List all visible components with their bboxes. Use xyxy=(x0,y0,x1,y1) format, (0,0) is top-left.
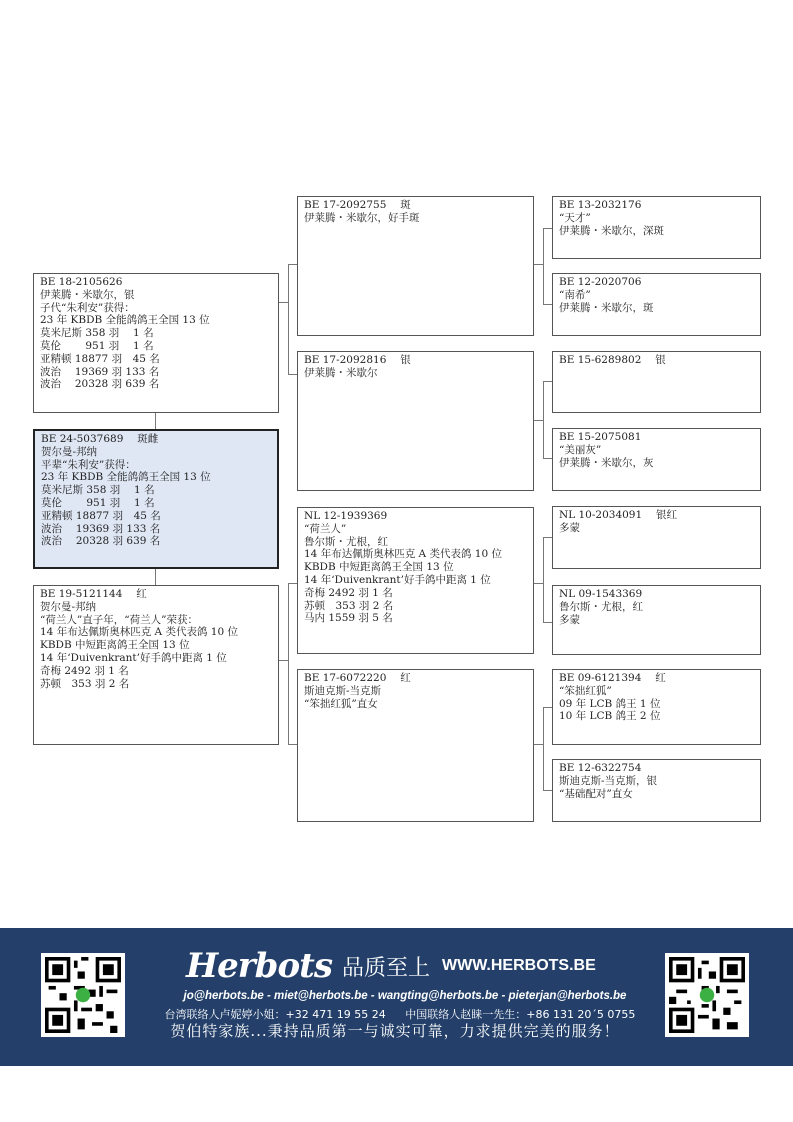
footer-emails[interactable]: jo@herbots.be - miet@herbots.be - wangting@herbots.be - pieterjan@herbots.be xyxy=(183,990,627,1002)
pedigree-line: 多蒙 xyxy=(559,521,580,534)
pedigree-line: 14 年布达佩斯奥林匹克 A 类代表鸽 10 位 xyxy=(304,548,502,561)
pedigree-line: 伊莱腾・米歇尔，斑 xyxy=(559,301,654,314)
dam-dam-card xyxy=(297,669,534,822)
pedigree-line: BE 09-6121394 红 xyxy=(559,672,666,684)
connector-g3-1 xyxy=(533,264,543,265)
connector-g3-4v xyxy=(543,707,544,790)
herbots-logo: Herbots xyxy=(186,946,332,986)
pedigree-line: 莫米尼斯 358 羽 1 名 xyxy=(41,484,155,497)
pedigree-line: “笨拙红狐”直女 xyxy=(304,697,378,710)
pedigree-line: 贺尔曼-邦纳 xyxy=(41,445,98,458)
pedigree-line: KBDB 中短距离鸽王全国 13 位 xyxy=(40,639,190,652)
ggp-card-4 xyxy=(552,428,761,491)
connector-g3-4 xyxy=(533,744,543,745)
connector-dam-gen2-vertical xyxy=(288,583,289,744)
pedigree-line: “天才” xyxy=(559,211,591,224)
pedigree-line: 波治 19369 羽 133 名 xyxy=(40,365,160,378)
pedigree-line: “荷兰人”直子年，“荷兰人”荣获： xyxy=(40,613,198,626)
pedigree-line: 14 年布达佩斯奥林匹克 A 类代表鸽 10 位 xyxy=(40,626,238,639)
pedigree-line: 14 年‘Duivenkrant’好手鸽中距离 1 位 xyxy=(40,651,227,664)
pedigree-line: 莫伦 951 羽 1 名 xyxy=(40,339,154,352)
ggp-card-1 xyxy=(552,196,761,259)
pedigree-line: 贺尔曼-邦纳 xyxy=(40,600,97,613)
connector-sire-subject xyxy=(155,412,156,429)
pedigree-line: BE 17-2092755 斑 xyxy=(304,199,411,211)
pedigree-line: 伊莱腾・米歇尔，银 xyxy=(40,288,135,301)
connector-g3-3v xyxy=(543,537,544,622)
sire-sire-card xyxy=(297,196,534,336)
ggp-card-3 xyxy=(552,351,761,413)
pedigree-line: 奇梅 2492 羽 1 名 xyxy=(40,664,129,677)
sire-card xyxy=(33,273,279,413)
pedigree-line: “基础配对”直女 xyxy=(559,787,633,800)
ggp-card-6 xyxy=(552,585,761,655)
pedigree-line: 斯迪克斯-当克斯，银 xyxy=(559,774,658,787)
ggp-card-2 xyxy=(552,273,761,336)
ggp-card-8 xyxy=(552,759,761,822)
pedigree-line: 伊莱腾・米歇尔，好手斑 xyxy=(304,211,420,224)
connector-g3-2v xyxy=(543,381,544,458)
pedigree-line: BE 17-6072220 红 xyxy=(304,672,411,684)
pedigree-line: BE 13-2032176 xyxy=(559,199,642,211)
pedigree-line: 子代“朱利安”获得： xyxy=(40,301,135,314)
pedigree-line: BE 24-5037689 斑雌 xyxy=(41,433,159,445)
connector-dam-gen2 xyxy=(278,660,288,661)
footer-slogan: 品质至上 xyxy=(341,955,430,981)
pedigree-line: 奇梅 2492 羽 1 名 xyxy=(304,586,393,599)
pedigree-line: “荷兰人” xyxy=(304,522,347,535)
pedigree-line: 鲁尔斯・尤根，红 xyxy=(559,600,643,613)
pedigree-line: BE 19-5121144 红 xyxy=(40,588,147,600)
connector-sire-gen2 xyxy=(278,302,288,303)
dam-sire-card xyxy=(297,507,534,654)
pedigree-line: 苏顿 353 羽 2 名 xyxy=(304,599,394,612)
pedigree-line: 23 年 KBDB 全能鸽鸽王全国 13 位 xyxy=(41,471,211,484)
connector-g3-3 xyxy=(533,583,543,584)
footer-tagline: 贺伯特家族...秉持品质第一与诚实可靠，力求提供完美的服务！ xyxy=(170,1022,620,1040)
connector-g3-1v xyxy=(543,228,544,304)
pedigree-line: 莫伦 951 羽 1 名 xyxy=(41,496,155,509)
pedigree-line: KBDB 中短距离鸽王全国 13 位 xyxy=(304,561,454,574)
pedigree-line: 09 年 LCB 鸽王 1 位 xyxy=(559,697,661,710)
dam-card xyxy=(33,585,279,745)
pedigree-line: 多蒙 xyxy=(559,613,580,626)
pedigree-line: 平辈“朱利安”获得： xyxy=(41,458,136,471)
pedigree-line: 亚精顿 18877 羽 45 名 xyxy=(41,509,161,522)
pedigree-line: BE 17-2092816 银 xyxy=(304,354,411,366)
ggp-card-7 xyxy=(552,669,761,745)
pedigree-line: “笨拙红狐” xyxy=(559,684,612,697)
pedigree-line: BE 15-2075081 xyxy=(559,431,642,443)
pedigree-line: 波治 20328 羽 639 名 xyxy=(41,535,161,548)
pedigree-line: BE 15-6289802 银 xyxy=(559,354,666,366)
pedigree-line: 波治 20328 羽 639 名 xyxy=(40,378,160,391)
sire-dam-card xyxy=(297,351,534,491)
pedigree-line: 10 年 LCB 鸽王 2 位 xyxy=(559,710,661,723)
pedigree-line: BE 12-2020706 xyxy=(559,276,642,288)
pedigree-line: 斯迪克斯-当克斯 xyxy=(304,684,382,697)
ggp-card-5 xyxy=(552,506,761,569)
footer-brand-row xyxy=(186,946,626,986)
pedigree-line: BE 18-2105626 xyxy=(40,276,123,288)
pedigree-line: 马内 1559 羽 5 名 xyxy=(304,612,393,625)
pedigree-line: “美丽灰” xyxy=(559,443,602,456)
pedigree-line: NL 12-1939369 xyxy=(304,510,388,522)
subject-card xyxy=(33,429,279,569)
pedigree-line: 伊莱腾・米歇尔 xyxy=(304,366,378,379)
website-link[interactable]: WWW.HERBOTS.BE xyxy=(441,957,596,974)
pedigree-line: 伊莱腾・米歇尔，深斑 xyxy=(559,224,664,237)
pedigree-line: 鲁尔斯・尤根，红 xyxy=(304,535,388,548)
pedigree-line: 莫米尼斯 358 羽 1 名 xyxy=(40,327,154,340)
pedigree-line: 苏顿 353 羽 2 名 xyxy=(40,677,130,690)
connector-sire-gen2-vertical xyxy=(288,264,289,374)
pedigree-line: “南希” xyxy=(559,288,591,301)
pedigree-line: BE 12-6322754 xyxy=(559,762,642,774)
pedigree-line: 亚精顿 18877 羽 45 名 xyxy=(40,352,160,365)
pedigree-line: 波治 19369 羽 133 名 xyxy=(41,522,161,535)
pedigree-line: NL 09-1543369 xyxy=(559,588,643,600)
pedigree-line: 14 年‘Duivenkrant’好手鸽中距离 1 位 xyxy=(304,573,491,586)
pedigree-line: 23 年 KBDB 全能鸽鸽王全国 13 位 xyxy=(40,314,210,327)
contact-china: 中国联络人赵睐一先生：+86 131 20´5 0755 xyxy=(405,1008,636,1021)
qr-code-icon xyxy=(669,957,745,1033)
connector-g3-2 xyxy=(533,420,543,421)
pedigree-line: 伊莱腾・米歇尔，灰 xyxy=(559,456,654,469)
contact-taiwan: 台湾联络人卢妮婷小姐：+32 471 19 55 24 xyxy=(164,1008,386,1021)
pedigree-line: NL 10-2034091 银红 xyxy=(559,509,678,521)
connector-subject-dam xyxy=(155,568,156,585)
